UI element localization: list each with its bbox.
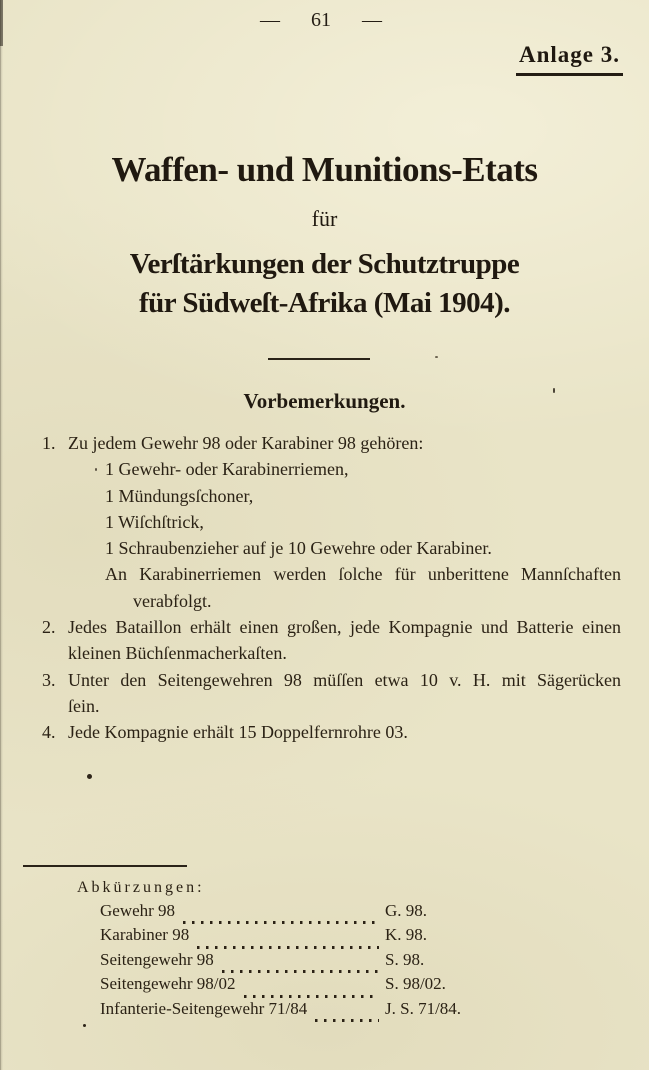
abbreviation-value: K. 98. xyxy=(385,925,428,945)
remark-number: 4. xyxy=(42,722,56,743)
document-title-line1: Waffen- und Munitions-Etats xyxy=(111,150,538,189)
document-title-line2: für xyxy=(311,206,338,231)
dot-leader xyxy=(222,970,379,973)
remark-line: verabfolgt. xyxy=(133,590,212,611)
remark-number: 1. xyxy=(42,433,56,453)
abbreviation-row xyxy=(100,950,570,974)
title-divider-rule xyxy=(268,358,370,360)
remarks-list xyxy=(42,430,621,746)
remark-line: 1 Schraubenzieher auf je 10 Gewehre oder Karabiner. xyxy=(105,538,492,559)
abbreviation-term: Seitengewehr 98/02 xyxy=(100,974,236,994)
remark-line: 1 Wiſchſtrick, xyxy=(105,511,204,532)
ink-speck xyxy=(83,1024,86,1027)
abbreviation-term: Infanterie-Seitengewehr 71/84 xyxy=(100,998,308,1018)
dot-leader xyxy=(183,921,379,924)
remark-line: kleinen Büchſenmacherkaſten. xyxy=(68,643,287,664)
ink-speck xyxy=(435,356,438,358)
remark-line: Jedes Bataillon erhält einen großen, jede Kompagnie und Batterie einen xyxy=(68,617,621,638)
abbreviation-value: S. 98. xyxy=(385,949,425,969)
abbreviation-row xyxy=(100,901,570,925)
ink-speck xyxy=(553,388,555,393)
ink-speck xyxy=(87,774,92,779)
abbreviation-value: J. S. 71/84. xyxy=(385,998,462,1018)
remark-line: An Karabinerriemen werden ſolche für unberittene Mannſchaften xyxy=(105,564,621,585)
scan-edge-shadow xyxy=(0,0,3,46)
document-title-line4: für Südweſt-Afrika (Mai 1904). xyxy=(138,287,511,319)
abbreviation-term: Gewehr 98 xyxy=(100,901,176,920)
abbreviation-value: G. 98. xyxy=(385,901,428,920)
abbreviation-row xyxy=(100,925,570,949)
page-number: — 61 — xyxy=(260,9,382,31)
dot-leader xyxy=(244,995,380,998)
abbreviation-row xyxy=(100,999,570,1023)
section-heading: Vorbemerkungen. xyxy=(243,389,406,413)
ink-speck xyxy=(95,468,97,471)
remark-item-2 xyxy=(42,614,621,667)
remark-line: Jede Kompagnie erhält 15 Doppelfernrohre 03. xyxy=(68,722,408,743)
abbreviation-term: Karabiner 98 xyxy=(100,925,190,945)
remark-number: 3. xyxy=(42,669,56,690)
document-title-line3: Verſtärkungen der Schutztruppe xyxy=(129,248,520,280)
remark-item-1 xyxy=(42,430,621,614)
abbreviation-term: Seitengewehr 98 xyxy=(100,949,214,969)
abbreviation-value: S. 98/02. xyxy=(385,974,446,994)
remark-item-4 xyxy=(42,719,621,745)
remark-number: 2. xyxy=(42,617,56,638)
abbreviations-table xyxy=(100,901,570,1023)
annex-label: Anlage 3. xyxy=(516,42,623,76)
abbreviation-row xyxy=(100,974,570,998)
footnote-rule xyxy=(23,865,187,867)
dot-leader xyxy=(197,946,379,949)
remark-line: Zu jedem Gewehr 98 oder Karabiner 98 gehören: xyxy=(68,433,424,453)
dot-leader xyxy=(315,1019,379,1022)
remark-line: 1 Gewehr- oder Karabinerriemen, xyxy=(105,459,349,480)
remark-line: 1 Mündungsſchoner, xyxy=(105,485,254,506)
remark-line: Unter den Seitengewehren 98 müſſen etwa 10 v. H. mit Sägerücken xyxy=(68,669,621,690)
remark-line: ſein. xyxy=(68,695,100,716)
abbreviations-heading: Abkürzungen: xyxy=(77,879,205,896)
remark-item-3 xyxy=(42,667,621,720)
